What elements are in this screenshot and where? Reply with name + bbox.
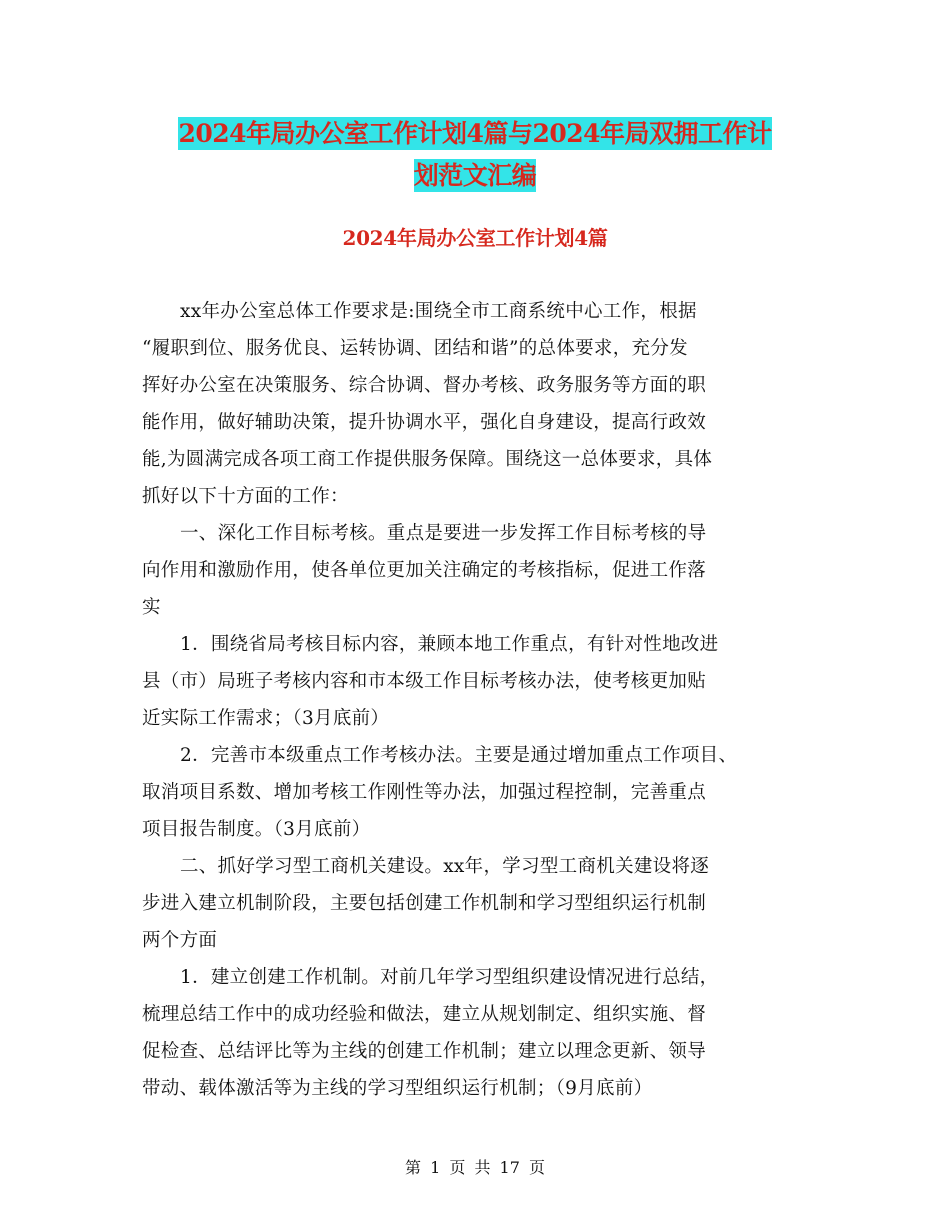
body-line: 1．围绕省局考核目标内容，兼顾本地工作重点，有针对性地改进 (180, 634, 719, 655)
document-title-line-2: 划范文汇编 (413, 161, 537, 190)
body-line: 步进入建立机制阶段，主要包括创建工作机制和学习型组织运行机制 (142, 893, 707, 914)
document-title-line-1: 2024年局办公室工作计划4篇与2024年局双拥工作计 (178, 119, 772, 148)
body-line: 项目报告制度。（3月底前） (142, 819, 371, 840)
body-line: 实 (142, 597, 161, 618)
body-line: 促检查、总结评比等为主线的创建工作机制；建立以理念更新、领导 (142, 1041, 707, 1062)
body-line: 近实际工作需求；（3月底前） (142, 708, 390, 729)
body-line: 挥好办公室在决策服务、综合协调、督办考核、政务服务等方面的职 (142, 375, 707, 396)
body-line: xx年办公室总体工作要求是:围绕全市工商系统中心工作，根据 (180, 301, 697, 322)
body-line: 二、抓好学习型工商机关建设。xx年，学习型工商机关建设将逐 (180, 856, 710, 877)
body-line: 梳理总结工作中的成功经验和做法，建立从规划制定、组织实施、督 (142, 1004, 707, 1025)
body-line: “履职到位、服务优良、运转协调、团结和谐”的总体要求，充分发 (142, 338, 688, 359)
body-line: 2．完善市本级重点工作考核办法。主要是通过增加重点工作项目、 (180, 745, 738, 766)
body-line: 向作用和激励作用，使各单位更加关注确定的考核指标，促进工作落 (142, 560, 707, 581)
page-footer: 第 1 页 共 17 页 (405, 1158, 545, 1177)
body-line: 一、深化工作目标考核。重点是要进一步发挥工作目标考核的导 (180, 523, 707, 544)
body-line: 能,为圆满完成各项工商工作提供服务保障。围绕这一总体要求，具体 (142, 449, 713, 470)
body-line: 带动、载体激活等为主线的学习型组织运行机制；（9月底前） (142, 1078, 653, 1099)
body-line: 取消项目系数、增加考核工作刚性等办法，加强过程控制，完善重点 (142, 782, 707, 803)
body-line: 1．建立创建工作机制。对前几年学习型组织建设情况进行总结， (180, 967, 719, 988)
body-line: 县（市）局班子考核内容和市本级工作目标考核办法，使考核更加贴 (142, 671, 707, 692)
section-title: 2024年局办公室工作计划4篇 (342, 226, 608, 250)
body-line: 抓好以下十方面的工作： (142, 486, 349, 507)
body-line: 两个方面 (142, 930, 218, 951)
body-line: 能作用，做好辅助决策，提升协调水平，强化自身建设，提高行政效 (142, 412, 707, 433)
